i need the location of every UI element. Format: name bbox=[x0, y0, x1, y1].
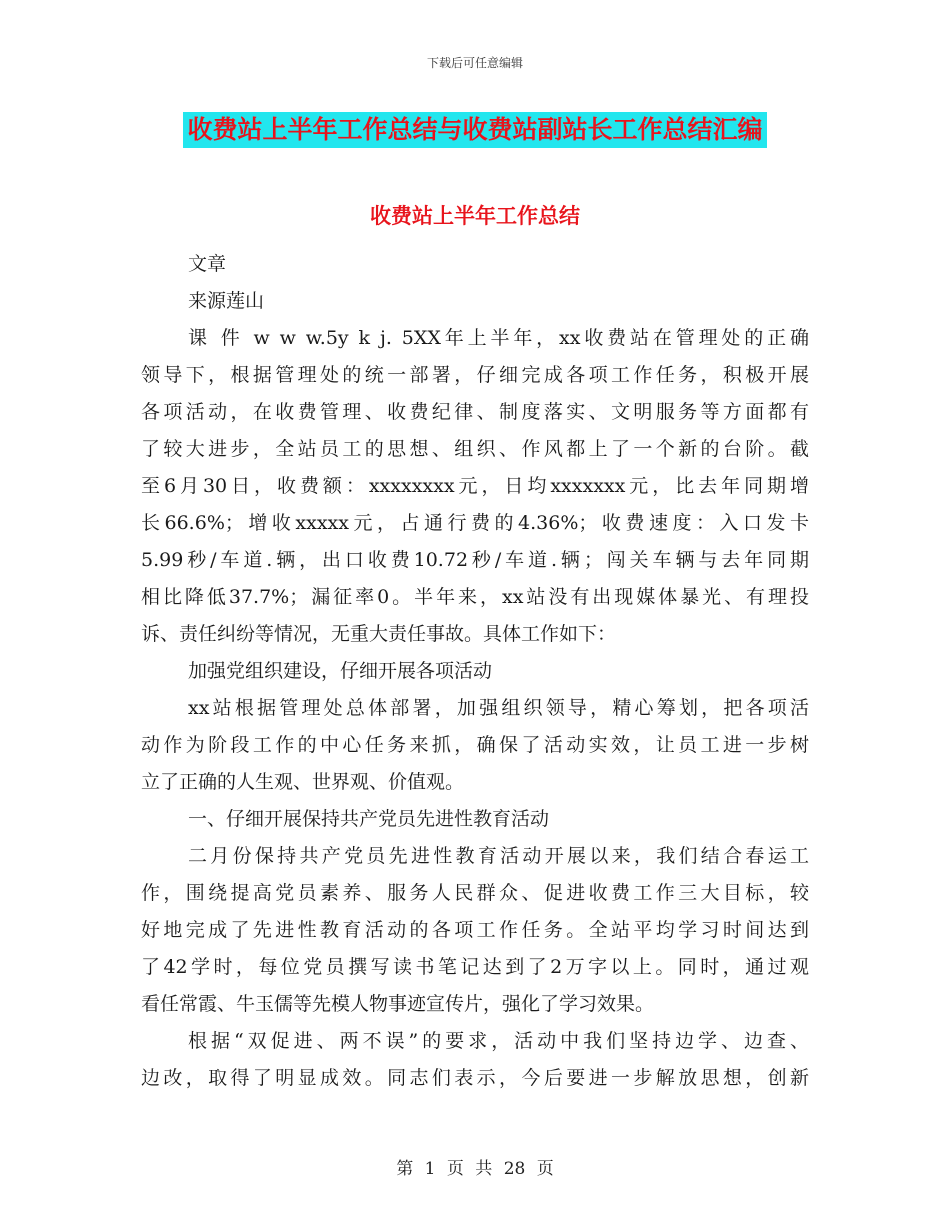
text-line: 边改，取得了明显成效。同志们表示，今后要进一步解放思想，创新 bbox=[141, 1067, 809, 1089]
header-note: 下载后可任意编辑 bbox=[426, 56, 523, 70]
text-line: 作，围绕提高党员素养、服务人民群众、促进收费工作三大目标，较 bbox=[141, 882, 809, 904]
text-line: 5.99秒/车道.辆，出口收费10.72秒/车道.辆；闯关车辆与去年同期 bbox=[141, 549, 809, 571]
text-line: 二月份保持共产党员先进性教育活动开展以来，我们结合春运工 bbox=[188, 845, 809, 867]
section-title: 收费站上半年工作总结 bbox=[370, 204, 580, 228]
text-line: 至6月30日，收费额：xxxxxxxx元，日均xxxxxxx元，比去年同期增 bbox=[141, 475, 809, 497]
text-line: 文章 bbox=[188, 253, 227, 275]
text-line: 课 件 w w w.5y k j. 5XX年上半年，xx收费站在管理处的正确 bbox=[188, 327, 809, 349]
page-footer: 第 1 页 共 28 页 bbox=[396, 1159, 554, 1179]
text-line: 根据“双促进、两不误”的要求，活动中我们坚持边学、边查、 bbox=[188, 1030, 809, 1052]
body-text bbox=[141, 246, 809, 1097]
text-line: 来源莲山 bbox=[188, 290, 265, 312]
text-line: 相比降低37.7%；漏征率0。半年来，xx站没有出现媒体暴光、有理投 bbox=[141, 586, 809, 608]
text-line: 诉、责任纠纷等情况，无重大责任事故。具体工作如下： bbox=[141, 623, 617, 645]
text-line: 加强党组织建设，仔细开展各项活动 bbox=[188, 660, 493, 682]
text-line: 动作为阶段工作的中心任务来抓，确保了活动实效，让员工进一步树 bbox=[141, 734, 809, 756]
main-title-wrapper bbox=[0, 112, 950, 148]
text-line: 了较大进步，全站员工的思想、组织、作风都上了一个新的台阶。截 bbox=[141, 438, 809, 460]
text-line: 立了正确的人生观、世界观、价值观。 bbox=[141, 771, 465, 793]
text-line: 看任常霞、牛玉儒等先模人物事迹宣传片，强化了学习效果。 bbox=[141, 993, 655, 1015]
text-line: 领导下，根据管理处的统一部署，仔细完成各项工作任务，积极开展 bbox=[141, 364, 809, 386]
main-title: 收费站上半年工作总结与收费站副站长工作总结汇编 bbox=[183, 112, 766, 148]
text-line: 各项活动，在收费管理、收费纪律、制度落实、文明服务等方面都有 bbox=[141, 401, 809, 423]
text-line: xx站根据管理处总体部署，加强组织领导，精心筹划，把各项活 bbox=[188, 697, 809, 719]
text-line: 好地完成了先进性教育活动的各项工作任务。全站平均学习时间达到 bbox=[141, 919, 809, 941]
text-line: 了42学时，每位党员撰写读书笔记达到了2万字以上。同时，通过观 bbox=[141, 956, 809, 978]
text-line: 一、仔细开展保持共产党员先进性教育活动 bbox=[188, 808, 550, 830]
text-line: 长66.6%；增收xxxxx元，占通行费的4.36%；收费速度：入口发卡 bbox=[141, 512, 809, 534]
